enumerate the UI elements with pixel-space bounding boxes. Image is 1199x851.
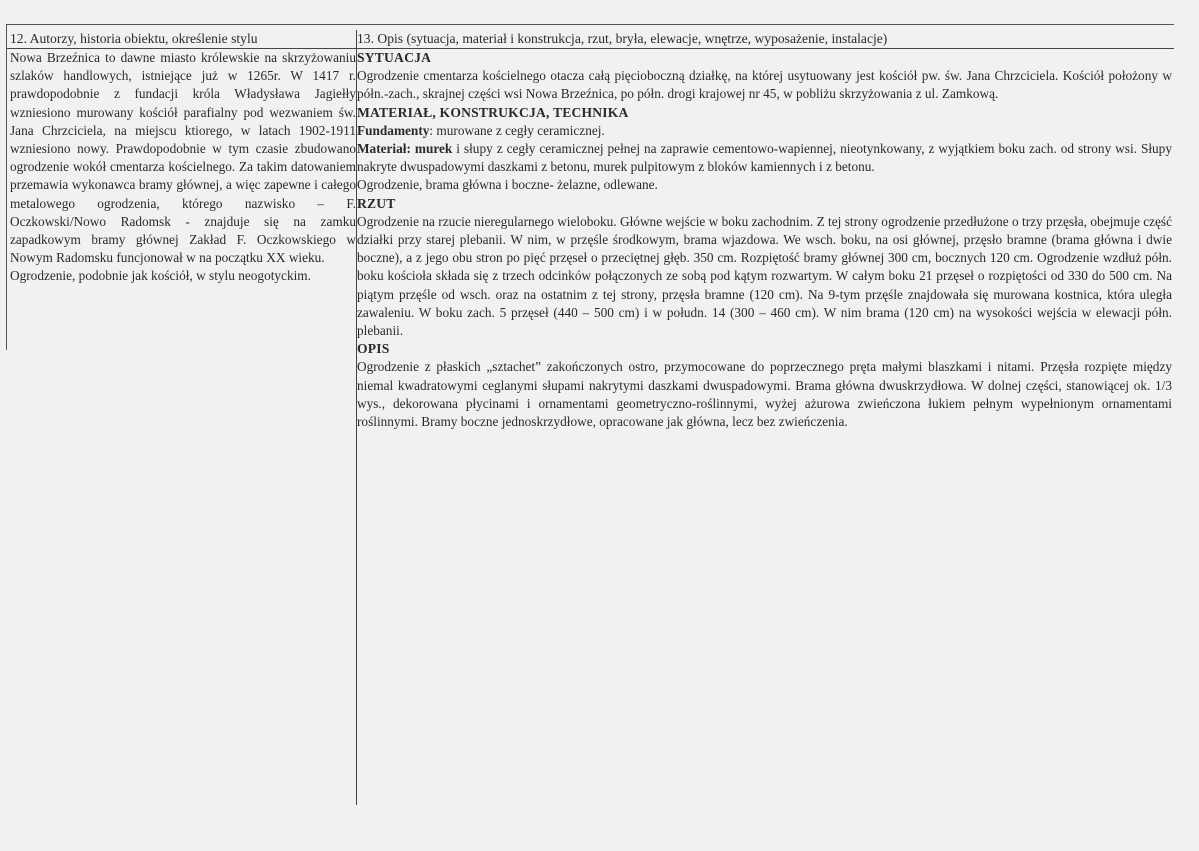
sytuacja-text: Ogrodzenie cmentarza kościelnego otacza całą pięcioboczną działkę, na której usytuowany jest kościół pw. św. Jana Chrzciciela. Kościół położony w półn.-zach., skrajnej części wsi Nowa Brzeźnica, po półn. drogi krajowej nr 45, w pobliżu skrzyżowania z ul. Zamkową. bbox=[357, 68, 1172, 102]
sytuacja-heading: SYTUACJA bbox=[357, 50, 432, 65]
history-paragraph: Nowa Brzeźnica to dawne miasto królewskie na skrzyżowaniu szlaków handlowych, istniejące już w 1265r. W 1417 r. prawdopodobnie z fundacji króla Władysława Jagiełły wzniesiono murowany kościół parafialny pod wezwaniem św. Jana Chrzciciela, na miejscu ktiorego, w latach 1902-1911 wzniesiono nowy. Prawdopodobnie w tym czasie zbudowano ogrodzenie wokół cmentarza kościelnego. Za takim datowaniem przemawia wykonawca bramy głównej, a więc zapewne i całego metalowego ogrodzenia, którego nazwisko – F. Oczkowski/Nowo Radomsk - znajduje się na zamku zapadkowym bramy głównej Zakład F. Oczkowskiego w Nowym Radomsku funcjonował w na początku XX wieku. bbox=[10, 50, 356, 266]
fundamenty-paragraph bbox=[357, 122, 1172, 140]
top-rule bbox=[6, 24, 1174, 25]
material-label: Materiał: murek bbox=[357, 141, 453, 157]
left-column bbox=[10, 49, 356, 286]
header-authors-history: 12. Autorzy, historia obiektu, określenie stylu bbox=[10, 31, 258, 46]
rzut-heading: RZUT bbox=[357, 195, 396, 211]
rzut-text: Ogrodzenie na rzucie nieregularnego wieloboku. Główne wejście w boku zachodnim. Z tej strony ogrodzenie przedłużone o trzy przęsła, obejmuje część działki przy starej plebanii. W nim, w przęśle środkowym, brama wjazdowa. We wsch. boku, na osi głównej, przęsło bramne (brama główna i dwie boczne), a z jego obu stron po pięć przęseł o przeciętnej głęb. 350 cm. Rozpiętość bramy głównej 300 cm, bocznych 120 cm. Ogrodzenie wzdłuż półn. boku kościoła składa się z trzech odcinków połączonych ze sobą pod kątym rozwartym. W całym boku 21 przęseł o rozpiętości od 330 do 500 cm. Na piątym przęśle od wsch. oraz na ostatnim z tej strony, przęsła bramne (120 cm). Na 9-tym przęśle znajdowała się murowana kostnica, która uległa zawaleniu. W boku zach. 5 przęseł (440 – 500 cm) i w połudn. 14 (300 – 460 cm). W nim brama (120 cm) na wysokości wejścia w elewacji półn. plebanii. bbox=[357, 213, 1172, 339]
left-border bbox=[6, 24, 7, 350]
opis-text: Ogrodzenie z płaskich „sztachet” zakończonych ostro, przymocowane do poprzecznego pręta małymi blaszkami i nitami. Przęsła rozpięte między niemal kwadratowymi ceglanymi słupami nakrytymi daszkami dwuspadowymi. Brama główna dwuskrzydłowa. W dolnej części, stanowiącej ok. 1/3 wys., dekorowana płycinami i ornamentami geometryczno-roślinnymi, wyżej ażurowa zwieńczona łukiem pełnym wypełnionym ornamentami roślinnymi. Bramy boczne jednoskrzydłowe, opracowane jak główna, lecz bez zwieńczenia. bbox=[357, 359, 1172, 430]
fundamenty-label: Fundamenty bbox=[357, 122, 430, 138]
material-text: i słupy z cegły ceramicznej pełnej na zaprawie cementowo-wapiennej, nieotynkowany, z wyjątkiem boku zach. od strony wsi. Słupy nakryte dwuspadowymi daszkami z betonu, murek pulpitowym z bloków kamiennych i z betonu. bbox=[357, 141, 1172, 175]
opis-heading: OPIS bbox=[357, 341, 390, 357]
material-text-2: Ogrodzenie, brama główna i boczne- żelazne, odlewane. bbox=[357, 177, 658, 193]
right-column bbox=[357, 49, 1172, 431]
style-paragraph: Ogrodzenie, podobnie jak kościół, w stylu neogotyckim. bbox=[10, 268, 311, 284]
material-heading: MATERIAŁ, KONSTRUKCJA, TECHNIKA bbox=[357, 104, 629, 120]
fundamenty-text: : murowane z cegły ceramicznej. bbox=[429, 122, 605, 138]
header-description: 13. Opis (sytuacja, materiał i konstrukcja, rzut, bryła, elewacje, wnętrze, wyposażenie, instalacje) bbox=[357, 31, 888, 46]
material-paragraph bbox=[357, 140, 1172, 176]
